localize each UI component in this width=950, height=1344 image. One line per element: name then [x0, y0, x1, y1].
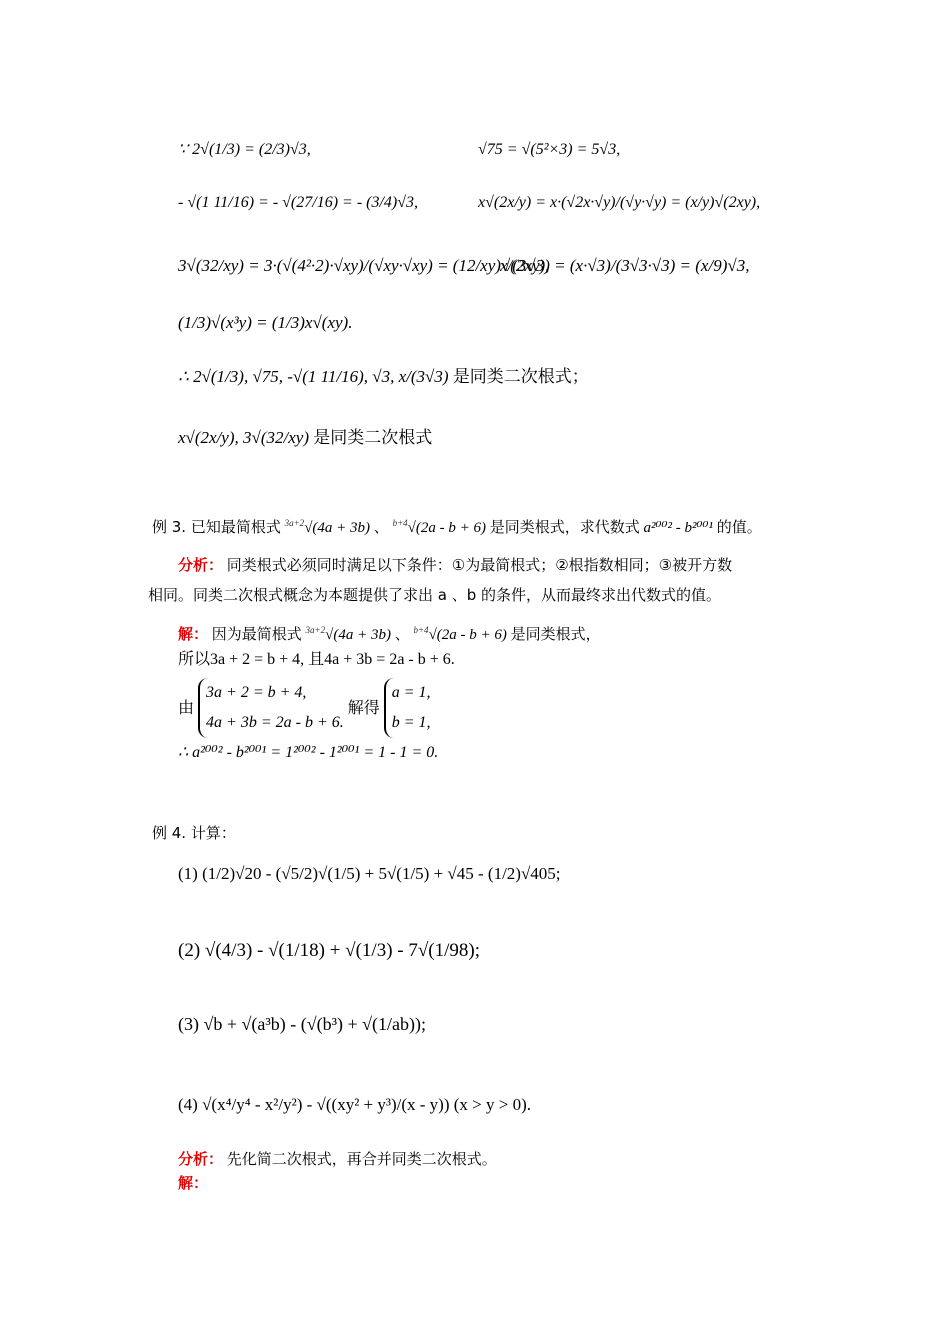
conclusion-line-1: ∴ 2√(1/3), √75, -√(1 11/16), √3, x/(3√3) 是同类二次根式；: [178, 367, 589, 387]
derivation-row1-left: ∵ 2√(1/3) = (2/3)√3,: [178, 141, 311, 158]
example4-problem-2: (2) √(4/3) - √(1/18) + √(1/3) - 7√(1/98);: [178, 940, 480, 961]
derivation-row2-left: - √(1 11/16) = - √(27/16) = - (3/4)√3,: [178, 194, 419, 211]
system-of-equations: 3a + 2 = b + 4, 4a + 3b = 2a - b + 6.: [198, 678, 344, 738]
example4-title: 例 4. 计算：: [152, 824, 236, 842]
derivation-row3-left: 3√(32/xy) = 3·(√(4²·2)·√xy)/(√xy·√xy) = (12/xy)√(2xy),: [178, 256, 550, 275]
solution-label: 解：: [178, 1174, 209, 1192]
example3-analysis-line1: 分析： 同类根式必须同时满足以下条件：①为最简根式；②根指数相同；③被开方数: [178, 556, 733, 574]
example3-analysis-line2: 相同。同类二次根式概念为本题提供了求出 a 、b 的条件，从而最终求出代数式的值。: [148, 586, 722, 604]
analysis-label: 分析：: [178, 1150, 224, 1168]
example3-step1: 所以3a + 2 = b + 4, 且4a + 3b = 2a - b + 6.: [178, 651, 455, 668]
example4-solution: [178, 1173, 208, 1194]
derivation-row2-right: x√(2x/y) = x·(√2x·√y)/(√y·√y) = (x/y)√(2xy),: [478, 194, 761, 211]
example3-step2: 由 3a + 2 = b + 4, 4a + 3b = 2a - b + 6. 解得 a = 1, b = 1,: [178, 678, 431, 738]
derivation-row4: (1/3)√(x³y) = (1/3)x√(xy).: [178, 313, 353, 332]
example3-solution-intro: 解： 因为最简根式 $^{3a+2}$√(4a + 3b) 、 $^{b+4}$√(2a - b + 6) 是同类根式，: [178, 625, 601, 643]
example3-statement: 例 3. 已知最简根式 $^{3a+2}$√(4a + 3b) 、 $^{b+4}$√(2a - b + 6) 是同类根式，求代数式 a²⁰⁰² - b²⁰⁰¹ 的值。: [152, 518, 762, 536]
solution-system: a = 1, b = 1,: [384, 678, 431, 738]
example4-analysis: 分析： 先化简二次根式，再合并同类二次根式。: [178, 1150, 497, 1168]
solution-label: 解：: [178, 625, 209, 643]
analysis-label: 分析：: [178, 556, 224, 574]
example3-step3: ∴ a²⁰⁰² - b²⁰⁰¹ = 1²⁰⁰² - 1²⁰⁰¹ = 1 - 1 = 0.: [178, 744, 439, 761]
example4-problem-4: (4) √(x⁴/y⁴ - x²/y²) - √((xy² + y³)/(x - y)) (x > y > 0).: [178, 1095, 531, 1114]
example4-problem-1: (1) (1/2)√20 - (√5/2)√(1/5) + 5√(1/5) + √45 - (1/2)√405;: [178, 864, 561, 883]
derivation-row3-right: x/(3√3) = (x·√3)/(3√3·√3) = (x/9)√3,: [500, 256, 750, 275]
example4-problem-3: (3) √b + √(a³b) - (√(b³) + √(1/ab));: [178, 1014, 427, 1034]
conclusion-line-2: x√(2x/y), 3√(32/xy) 是同类二次根式: [178, 428, 433, 448]
derivation-row1-right: √75 = √(5²×3) = 5√3,: [478, 141, 621, 158]
